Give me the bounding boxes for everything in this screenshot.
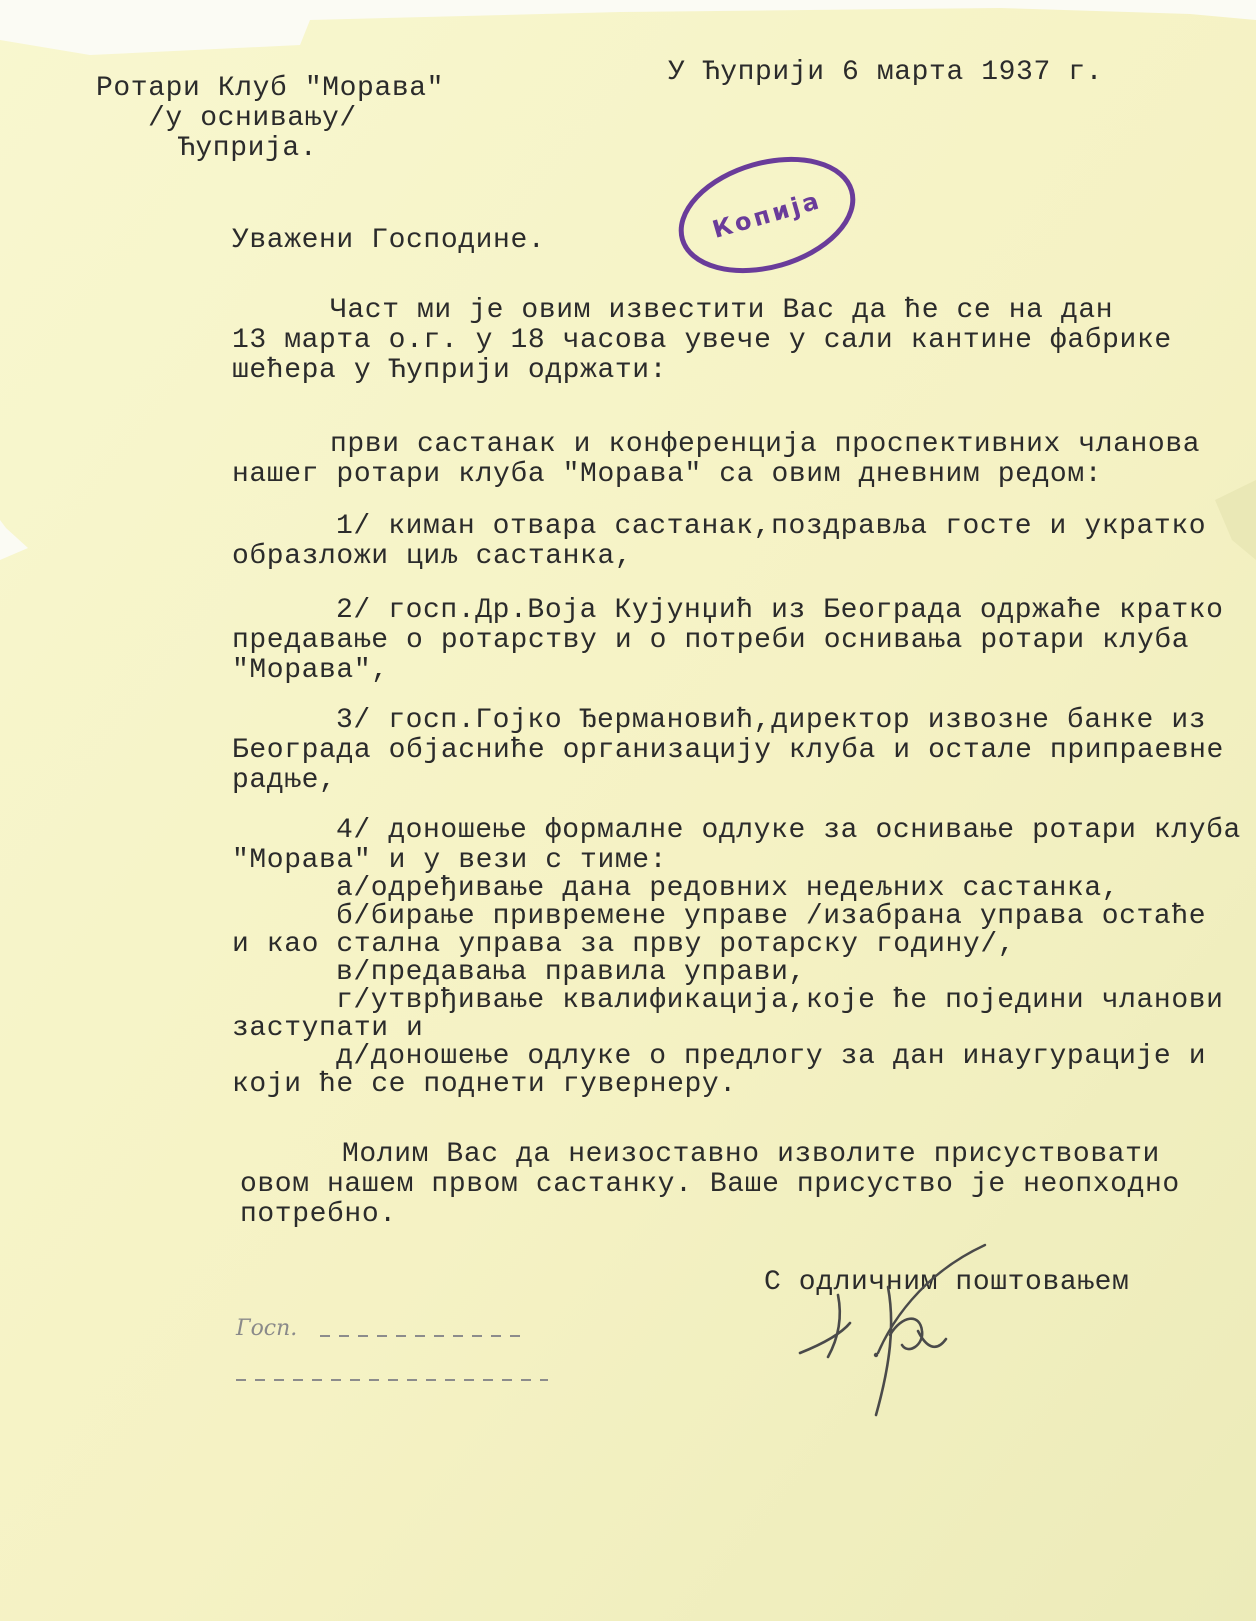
letterhead-club: Ротари Клуб "Морава"	[96, 73, 445, 104]
letter-date: У Ћуприји 6 марта 1937 г.	[668, 57, 1104, 88]
agenda-item-2-line-2: предавање о ротарству и о потреби оснивања ротари клуба	[232, 625, 1190, 656]
letterhead-founding: /у оснивању/	[148, 103, 357, 134]
agenda-item-4c: в/предавања правила управи,	[336, 957, 806, 988]
agenda-item-1-line-1: 1/ киман отвара састанак,поздравља госте и укратко	[336, 511, 1207, 542]
sign-off: С одличним поштовањем	[764, 1267, 1130, 1298]
agenda-item-3-line-1: 3/ госп.Гојко Ђермановић,директор извозне банке из	[336, 705, 1207, 736]
agenda-item-1-line-2: образложи циљ састанка,	[232, 541, 633, 572]
handwritten-address-label: Госп.	[236, 1316, 298, 1341]
intro-line-2: 13 марта о.г. у 18 часова увече у сали кантине фабрике	[232, 325, 1172, 356]
agenda-item-2-line-1: 2/ госп.Др.Воја Кујунџић из Београда одржаће кратко	[336, 595, 1224, 626]
agenda-item-4d-line-1: г/утврђивање квалификација,које ће поједини чланови	[336, 985, 1224, 1016]
meeting-line-2: нашег ротари клуба "Морава" са овим дневним редом:	[232, 459, 1103, 490]
intro-line-1: Част ми је овим известити Вас да ће се на дан	[330, 295, 1114, 326]
agenda-item-4e-line-2: који ће се поднети гувернеру.	[232, 1069, 737, 1100]
agenda-item-4b-line-1: б/бирање привремене управе /изабрана управа остаће	[336, 901, 1207, 932]
agenda-item-2-line-3: "Морава",	[232, 655, 389, 686]
copy-stamp-text: Копија	[709, 186, 825, 244]
handwritten-signature	[790, 1235, 990, 1425]
agenda-item-4-line-2: "Морава" и у вези с тиме:	[232, 845, 668, 876]
agenda-item-3-line-2: Београда објасниће организацију клуба и остале припраевне	[232, 735, 1224, 766]
agenda-item-4a: а/одређивање дана редовних недељних састанка,	[336, 873, 1120, 904]
closing-line-1: Молим Вас да неизоставно изволите присуствовати	[342, 1139, 1160, 1170]
handwritten-address-line	[228, 1312, 558, 1392]
copy-stamp	[674, 156, 860, 274]
agenda-item-4d-line-2: заступати и	[232, 1013, 424, 1044]
closing-line-2: овом нашем првом састанку. Ваше присуство је неопходно	[240, 1169, 1180, 1200]
agenda-item-4b-line-2: и као стална управа за прву ротарску годину/,	[232, 929, 1016, 960]
salutation: Уважени Господине.	[232, 225, 546, 256]
letterhead-city: Ћуприја.	[178, 133, 318, 164]
agenda-item-4e-line-1: д/доношење одлуке о предлогу за дан инаугурације и	[336, 1041, 1207, 1072]
address-dashes	[228, 1312, 558, 1392]
closing-line-3: потребно.	[240, 1199, 397, 1230]
agenda-item-4-line-1: 4/ доношење формалне одлуке за оснивање ротари клуба	[336, 815, 1241, 846]
meeting-line-1: први састанак и конференција проспективних чланова	[330, 429, 1201, 460]
agenda-item-3-line-3: радње,	[232, 765, 337, 796]
intro-line-3: шећера у Ћуприји одржати:	[232, 355, 668, 386]
